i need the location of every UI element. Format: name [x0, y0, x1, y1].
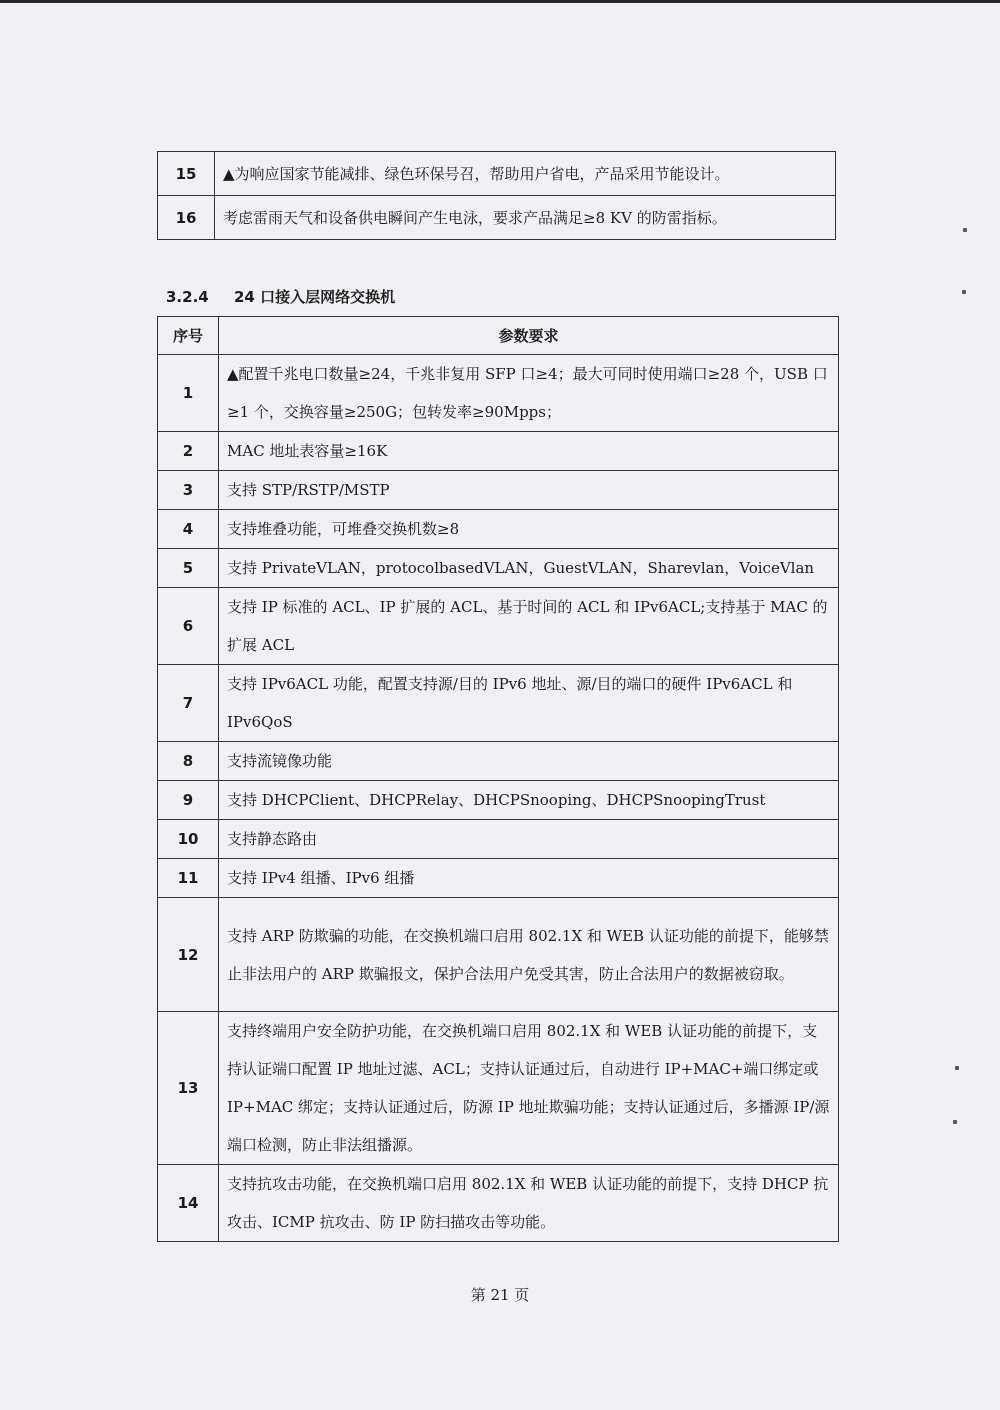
- row-requirement: 支持 ARP 防欺骗的功能，在交换机端口启用 802.1X 和 WEB 认证功能的前提下，能够禁止非法用户的 ARP 欺骗报文，保护合法用户免受其害，防止合法用户的数据被窃取。: [219, 898, 839, 1012]
- table-row: [158, 588, 839, 665]
- page-number: 第 21 页: [470, 1286, 530, 1304]
- table-row: [158, 355, 839, 432]
- row-requirement: 支持 DHCPClient、DHCPRelay、DHCPSnooping、DHCPSnoopingTrust: [219, 781, 839, 820]
- table-row: [158, 510, 839, 549]
- table-row: [158, 1165, 839, 1242]
- scan-mark: [963, 228, 967, 232]
- row-number: 10: [158, 820, 219, 859]
- table-row: [158, 781, 839, 820]
- header-serial-number: 序号: [158, 317, 219, 355]
- table-row: [158, 742, 839, 781]
- header-requirement: 参数要求: [219, 317, 839, 355]
- row-requirement: 支持 PrivateVLAN，protocolbasedVLAN，GuestVLAN，Sharevlan，VoiceVlan: [219, 549, 839, 588]
- table-row: [158, 1012, 839, 1165]
- table-row: [158, 196, 836, 240]
- row-requirement: 支持流镜像功能: [219, 742, 839, 781]
- row-requirement: ▲配置千兆电口数量≥24，千兆非复用 SFP 口≥4；最大可同时使用端口≥28 个，USB 口≥1 个，交换容量≥250G；包转发率≥90Mpps；: [219, 355, 839, 432]
- table-row: [158, 859, 839, 898]
- row-requirement: 支持 IPv4 组播、IPv6 组播: [219, 859, 839, 898]
- row-requirement: MAC 地址表容量≥16K: [219, 432, 839, 471]
- table-row: [158, 152, 836, 196]
- table-row: [158, 432, 839, 471]
- row-number: 6: [158, 588, 219, 665]
- table-row: [158, 471, 839, 510]
- row-requirement: 考虑雷雨天气和设备供电瞬间产生电泳，要求产品满足≥8 KV 的防雷指标。: [215, 196, 836, 240]
- switch-requirements-table: [157, 316, 839, 1242]
- table-row: [158, 820, 839, 859]
- row-requirement: 支持终端用户安全防护功能，在交换机端口启用 802.1X 和 WEB 认证功能的前提下，支持认证端口配置 IP 地址过滤、ACL；支持认证通过后，自动进行 IP+MAC+端口绑定或 IP+MAC 绑定；支持认证通过后，防源 IP 地址欺骗功能；支持认证通过后，多播源 IP/源端口检测，防止非法组播源。: [219, 1012, 839, 1165]
- row-number: 4: [158, 510, 219, 549]
- section-heading: [166, 286, 395, 307]
- table-header-row: [158, 317, 839, 355]
- scan-mark: [955, 1066, 959, 1070]
- row-number: 15: [158, 152, 215, 196]
- scan-mark: [962, 290, 966, 294]
- table-row: [158, 549, 839, 588]
- row-number: 14: [158, 1165, 219, 1242]
- row-requirement: 支持抗攻击功能，在交换机端口启用 802.1X 和 WEB 认证功能的前提下，支持 DHCP 抗攻击、ICMP 抗攻击、防 IP 防扫描攻击等功能。: [219, 1165, 839, 1242]
- scan-mark: [953, 1120, 957, 1124]
- row-requirement: ▲为响应国家节能减排、绿色环保号召，帮助用户省电，产品采用节能设计。: [215, 152, 836, 196]
- row-number: 13: [158, 1012, 219, 1165]
- row-number: 8: [158, 742, 219, 781]
- row-requirement: 支持 STP/RSTP/MSTP: [219, 471, 839, 510]
- row-requirement: 支持静态路由: [219, 820, 839, 859]
- row-number: 1: [158, 355, 219, 432]
- row-number: 3: [158, 471, 219, 510]
- row-requirement: 支持 IPv6ACL 功能，配置支持源/目的 IPv6 地址、源/目的端口的硬件 IPv6ACL 和 IPv6QoS: [219, 665, 839, 742]
- table-row: [158, 898, 839, 1012]
- row-number: 2: [158, 432, 219, 471]
- continued-requirements-table: [157, 151, 836, 240]
- table-row: [158, 665, 839, 742]
- row-number: 5: [158, 549, 219, 588]
- row-number: 16: [158, 196, 215, 240]
- row-requirement: 支持 IP 标准的 ACL、IP 扩展的 ACL、基于时间的 ACL 和 IPv6ACL;支持基于 MAC 的扩展 ACL: [219, 588, 839, 665]
- row-number: 11: [158, 859, 219, 898]
- scan-top-edge: [0, 0, 1000, 3]
- section-number: 3.2.4: [166, 288, 209, 306]
- row-number: 7: [158, 665, 219, 742]
- section-title: 24 口接入层网络交换机: [234, 288, 396, 306]
- row-number: 12: [158, 898, 219, 1012]
- row-number: 9: [158, 781, 219, 820]
- row-requirement: 支持堆叠功能，可堆叠交换机数≥8: [219, 510, 839, 549]
